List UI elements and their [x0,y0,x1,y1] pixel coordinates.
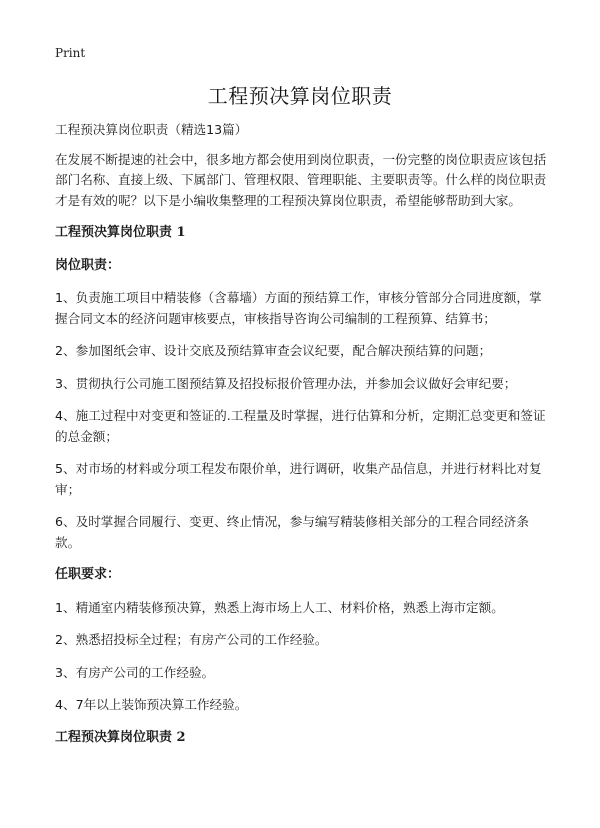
duty-item: 6、及时掌握合同履行、变更、终止情况，参与编写精装修相关部分的工程合同经济条款。 [55,514,529,550]
requirement-item: 1、精通室内精装修预决算，熟悉上海市场上人工、材料价格，熟悉上海市定额。 [55,599,504,615]
duty-item: 1、负责施工项目中精装修（含幕墙）方面的预结算工作，审核分管部分合同进度额，掌握合同文本的经济问题审核要点，审核指导咨询公司编制的工程预算、结算书； [55,290,542,326]
section-heading: 工程预决算岗位职责 2 [55,729,186,745]
document-subtitle: 工程预决算岗位职责（精选13篇） [55,122,248,137]
requirements-heading: 任职要求： [55,567,121,582]
intro-paragraph: 在发展不断提速的社会中，很多地方都会使用到岗位职责，一份完整的岗位职责应该包括部门名称、直接上级、下属部门、管理权限、管理职能、主要职责等。什么样的岗位职责才是有效的呢？以下是小编收集整理的工程预决算岗位职责，希望能够帮助到大家。 [55,151,547,208]
duty-item: 3、贯彻执行公司施工图预结算及招投标报价管理办法，并参加会议做好会审纪要； [55,375,517,391]
requirement-item: 2、熟悉招投标全过程；有房产公司的工作经验。 [55,632,328,647]
duties-heading: 岗位职责： [55,257,121,273]
document-title: 工程预决算岗位职责 [207,84,393,108]
section-heading: 工程预决算岗位职责 1 [55,225,186,240]
duty-item: 4、施工过程中对变更和签证的.工程量及时掌握，进行估算和分析，定期汇总变更和签证的总金额； [55,408,546,444]
duty-item: 5、对市场的材料或分项工程发布限价单，进行调研，收集产品信息，并进行材料比对复审； [55,461,542,497]
print-link[interactable]: Print [55,46,86,60]
duty-item: 2、参加图纸会审、设计交底及预结算审查会议纪要，配合解决预结算的问题； [55,343,492,358]
document-body [55,120,553,748]
requirement-item: 3、有房产公司的工作经验。 [55,664,215,680]
requirement-item: 4、7年以上装饰预决算工作经验。 [55,697,248,712]
